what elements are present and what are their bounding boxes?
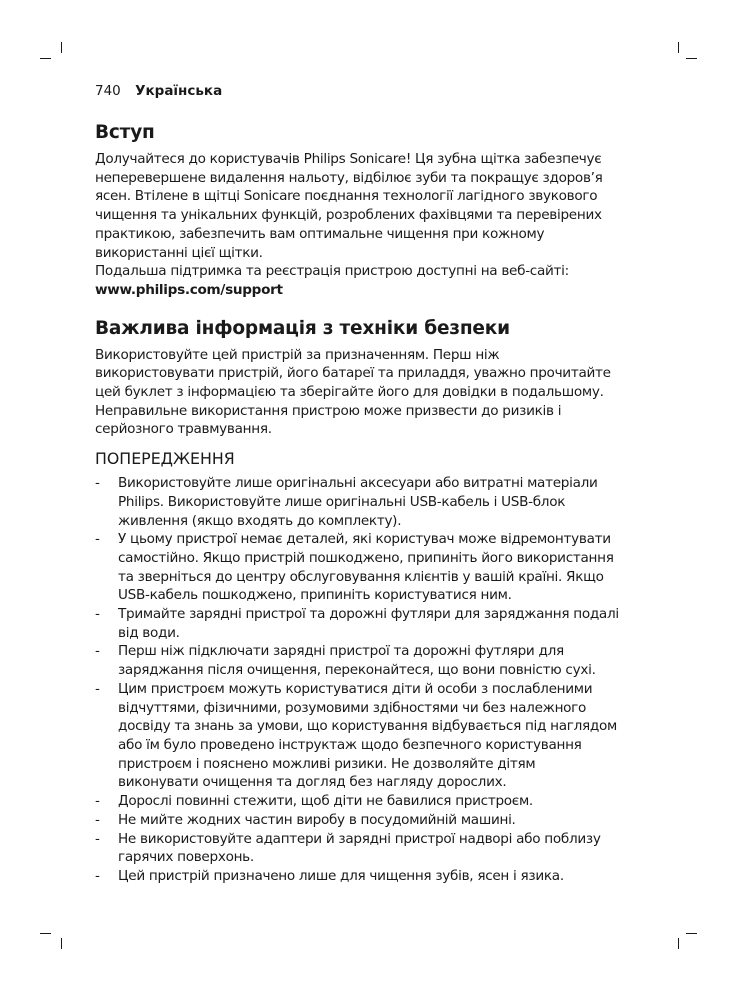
bullet-dash: - [95, 830, 100, 847]
paragraph-line: чищення та унікальних функцій, розроблених фахівцями та перевірених [95, 207, 602, 224]
warning-item-line: заряджання після очищення, переконайтеся, що вони повністю сухі. [118, 662, 596, 679]
warning-item-line: У цьому пристрої немає деталей, які користувач може відремонтувати [118, 531, 611, 548]
warning-item-line: та зверніться до центру обслуговування клієнтів у вашій країні. Якщо [118, 568, 604, 585]
crop-mark [61, 42, 62, 53]
crop-mark [40, 933, 51, 934]
warning-item [95, 642, 655, 679]
bullet-dash: - [95, 680, 100, 697]
warning-item-line: самостійно. Якщо пристрій пошкоджено, припиніть його використання [118, 549, 614, 566]
paragraph-line: Використовуйте цей пристрій за призначенням. Перш ніж [95, 346, 500, 363]
warning-item-line: Використовуйте лише оригінальні аксесуари або витратні матеріали [118, 475, 598, 492]
bullet-dash: - [95, 811, 100, 828]
intro-section [95, 116, 655, 300]
bullet-dash: - [95, 531, 100, 548]
page-number: 740 [95, 83, 121, 99]
bullet-dash: - [95, 643, 100, 660]
warning-item-line: відчуттями, фізичними, розумовими здібностями чи без належного [118, 699, 587, 716]
intro-heading: Вступ [95, 122, 155, 143]
warning-item-line: Тримайте зарядні пристрої та дорожні футляри для заряджання подалі [118, 606, 619, 623]
paragraph-line: ясен. Втілене в щітці Sonicare поєднання технології лагідного звукового [95, 188, 598, 205]
paragraph-line: Долучайтеся до користувачів Philips Sonicare! Ця зубна щітка забезпечує [95, 151, 602, 167]
bullet-dash: - [95, 606, 100, 623]
paragraph-line: серйозного травмування. [95, 421, 272, 438]
warning-section [95, 444, 655, 885]
safety-heading: Важлива інформація з техніки безпеки [95, 317, 510, 339]
crop-mark [686, 58, 697, 59]
paragraph-line: неперевершене видалення нальоту, відбілює зуби та покращує здоров’я [95, 169, 603, 186]
crop-mark [678, 938, 679, 949]
warning-item-line: виконувати очищення та догляд без нагляду дорослих. [118, 774, 507, 791]
bullet-dash: - [95, 793, 100, 810]
warning-item-line: досвіду та знань за умови, що користування відбувається під наглядом [118, 718, 617, 735]
paragraph-line: використанні цієї щітки. [95, 244, 263, 261]
warning-item [95, 605, 655, 642]
language-label: Українська [135, 83, 223, 99]
warning-item-line: Не використовуйте адаптери й зарядні пристрої надворі або поблизу [118, 830, 601, 847]
crop-mark [678, 42, 679, 53]
crop-mark [61, 938, 62, 949]
paragraph-line: практикою, забезпечить вам оптимальне чищення при кожному [95, 225, 545, 242]
warning-item [95, 474, 655, 530]
warning-item-line: Не мийте жодних частин виробу в посудомийній машині. [118, 811, 516, 828]
warning-list [95, 474, 655, 885]
safety-paragraph [95, 346, 655, 440]
warning-item-line: USB-кабель пошкоджено, припиніть користуватися ним. [118, 587, 512, 604]
bullet-dash: - [95, 867, 100, 884]
safety-section [95, 312, 655, 440]
warning-item-line: Дорослі повинні стежити, щоб діти не бавилися пристроєм. [118, 793, 533, 810]
warning-item-line: пристроєм і пояснено можливі ризики. Не дозволяйте дітям [118, 755, 536, 772]
warning-item-line: Цим пристроєм можуть користуватися діти й особи з послабленими [118, 680, 593, 697]
paragraph-line: цей буклет з інформацією та зберігайте його для довідки в подальшому. [95, 384, 604, 401]
crop-mark [686, 933, 697, 934]
page-header [95, 83, 222, 99]
warning-item [95, 811, 655, 830]
crop-mark [40, 58, 51, 59]
warning-item [95, 530, 655, 605]
warning-item [95, 680, 655, 792]
warning-heading: ПОПЕРЕДЖЕННЯ [95, 449, 235, 469]
warning-item-line: живлення (якщо входять до комплекту). [118, 512, 402, 529]
warning-item-line: Philips. Використовуйте лише оригінальні USB-кабель і USB-блок [118, 493, 566, 510]
warning-item-line: гарячих поверхонь. [118, 849, 254, 866]
paragraph-line: Неправильне використання пристрою може призвести до ризиків і [95, 402, 562, 419]
warning-item-line: від води. [118, 624, 180, 641]
warning-item [95, 867, 655, 886]
intro-paragraph [95, 150, 655, 281]
warning-item [95, 830, 655, 867]
warning-item-line: Перш ніж підключати зарядні пристрої та дорожні футляри для [118, 643, 564, 660]
support-url: www.philips.com/support [95, 281, 283, 298]
paragraph-line: використовувати пристрій, його батареї та приладдя, уважно прочитайте [95, 365, 611, 382]
paragraph-line: Подальша підтримка та реєстрація пристрою доступні на веб-сайті: [95, 263, 569, 280]
warning-item-line: Цей пристрій призначено лише для чищення зубів, ясен і язика. [118, 867, 564, 884]
bullet-dash: - [95, 475, 100, 492]
warning-item-line: або їм було проведено інструктаж щодо безпечного користування [118, 736, 582, 753]
warning-item [95, 792, 655, 811]
document-body [95, 116, 655, 886]
